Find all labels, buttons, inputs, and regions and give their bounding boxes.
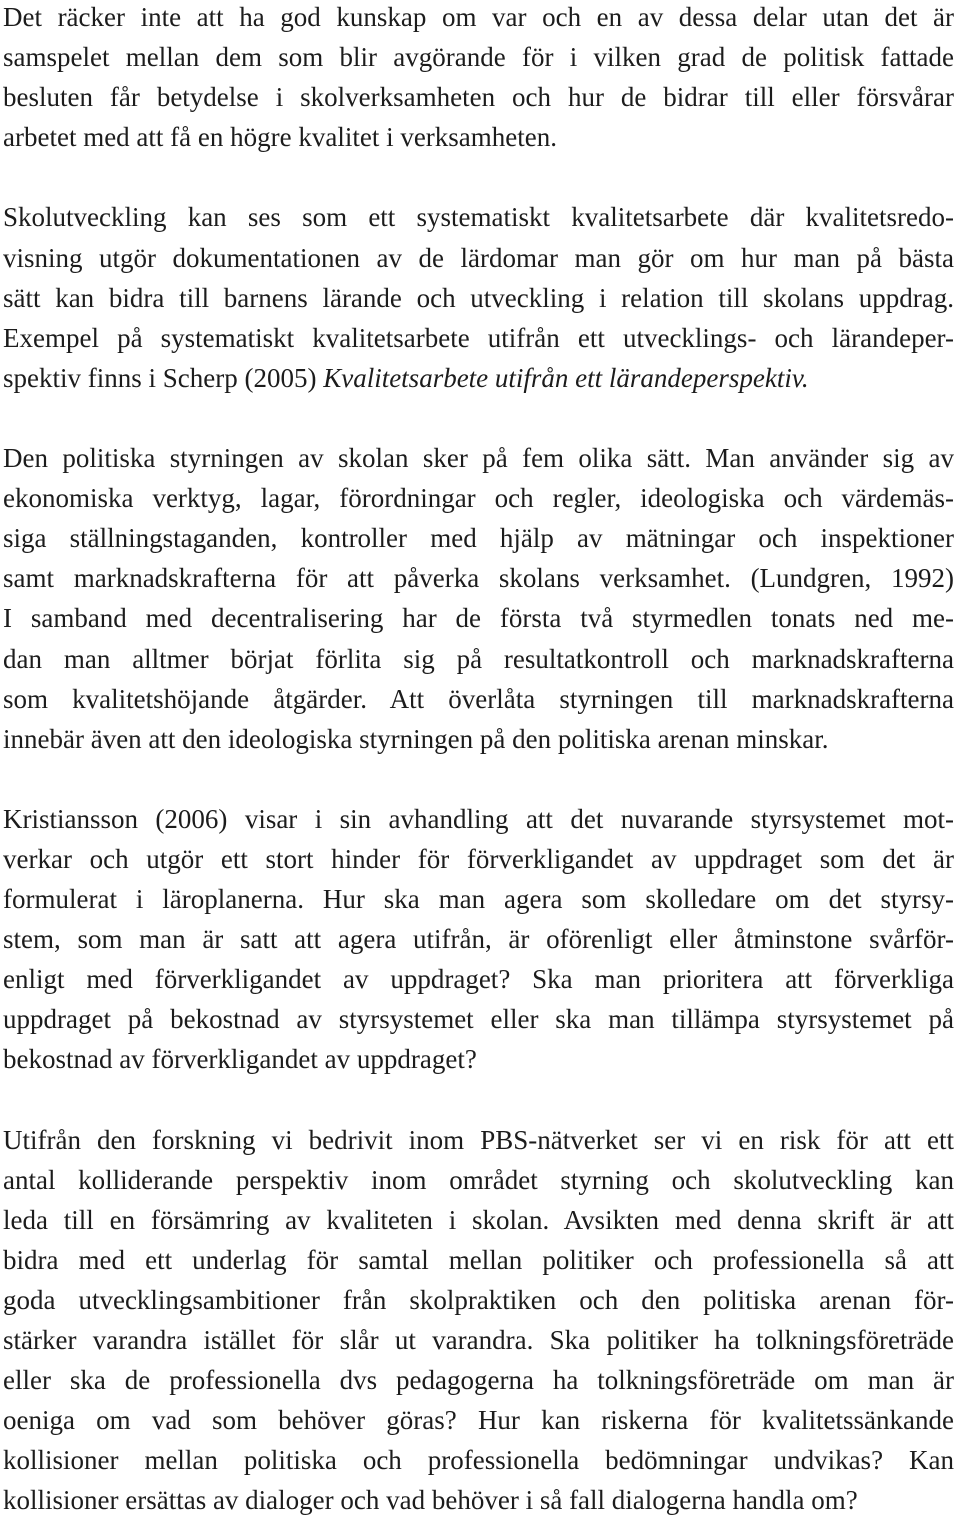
text-line: oeniga om vad som behöver göras? Hur kan riskerna för kvalitetssänkande: [3, 1405, 954, 1436]
document-page: [3, 0, 955, 1521]
text-line: kollisioner ersättas av dialoger och vad behöver i så fall dialogerna handla om?: [3, 1485, 858, 1516]
text-line: samt marknadskrafterna för att påverka skolans verksamhet. (Lundgren, 1992): [3, 563, 954, 594]
paragraph-5: [3, 1120, 955, 1521]
text-line: samspelet mellan dem som blir avgörande för i vilken grad de politisk fattade: [3, 42, 954, 73]
text-line: verkar och utgör ett stort hinder för förverkligandet av uppdraget som det är: [3, 843, 954, 874]
text-line: leda till en försämring av kvaliteten i skolan. Avsikten med denna skrift är att: [3, 1204, 954, 1235]
text-line: eller ska de professionella dvs pedagogerna ha tolkningsföreträde om man är: [3, 1365, 954, 1396]
text-line: arbetet med att få en högre kvalitet i verksamheten.: [3, 122, 558, 153]
text-line: goda utvecklingsambitioner från skolpraktiken och den politiska arenan för-: [3, 1285, 954, 1315]
text-line: ekonomiska verktyg, lagar, förordningar och regler, ideologiska och värdemäs-: [3, 483, 954, 514]
text-line: bidra med ett underlag för samtal mellan politiker och professionella så att: [3, 1244, 954, 1275]
text-line: som kvalitetshöjande åtgärder. Att överlåta styrningen till marknadskrafterna: [3, 683, 954, 714]
text-line: stärker varandra istället för slår ut varandra. Ska politiker ha tolkningsföreträde: [3, 1325, 954, 1356]
text-line: stem, som man är satt att agera utifrån, är oförenligt eller åtminstone svårför-: [3, 924, 954, 955]
text-line: besluten får betydelse i skolverksamheten och hur de bidrar till eller försvårar: [3, 82, 954, 113]
text-line: siga ställningstaganden, kontroller med hjälp av mätningar och inspektioner: [3, 523, 954, 554]
text-line: I samband med decentralisering har de första två styrmedlen tonats ned me-: [3, 603, 954, 634]
text-line: Exempel på systematiskt kvalitetsarbete utifrån ett utvecklings- och lärandeper-: [3, 322, 954, 353]
text-line: [3, 358, 955, 398]
text-line: Den politiska styrningen av skolan sker på fem olika sätt. Man använder sig av: [3, 443, 954, 474]
text-line: formulerat i läroplanerna. Hur ska man agera som skolledare om det styrsy-: [3, 884, 954, 915]
citation-text: spektiv finns i Scherp (2005): [3, 362, 317, 393]
paragraph-4: [3, 799, 955, 1080]
paragraph-2: [3, 197, 955, 397]
text-line: visning utgör dokumentationen av de lärdomar man gör om hur man på bästa: [3, 242, 954, 273]
text-line: antal kolliderande perspektiv inom området styrning och skolutveckling kan: [3, 1164, 954, 1195]
paragraph-3: [3, 438, 955, 759]
text-line: uppdraget på bekostnad av styrsystemet eller ska man tillämpa styrsystemet på: [3, 1004, 954, 1035]
text-line: enligt med förverkligandet av uppdraget? Ska man prioritera att förverkliga: [3, 964, 954, 995]
paragraph-1: [3, 0, 955, 157]
text-line: sätt kan bidra till barnens lärande och utveckling i relation till skolans uppdrag.: [3, 282, 954, 313]
text-line: kollisioner mellan politiska och professionella bedömningar undvikas? Kan: [3, 1445, 954, 1476]
text-line: Kristiansson (2006) visar i sin avhandling att det nuvarande styrsystemet mot-: [3, 803, 954, 834]
text-line: innebär även att den ideologiska styrningen på den politiska arenan minskar.: [3, 723, 829, 754]
text-line: dan man alltmer börjat förlita sig på resultatkontroll och marknadskrafterna: [3, 643, 954, 674]
text-line: Utifrån den forskning vi bedrivit inom PBS-nätverket ser vi en risk för att ett: [3, 1124, 954, 1155]
text-line: Skolutveckling kan ses som ett systematiskt kvalitetsarbete där kvalitetsredo-: [3, 202, 954, 233]
text-line: bekostnad av förverkligandet av uppdraget?: [3, 1044, 477, 1075]
text-line: Det räcker inte att ha god kunskap om var och en av dessa delar utan det är: [3, 2, 954, 32]
book-title: Kvalitetsarbete utifrån ett lärandeperspektiv.: [323, 362, 809, 393]
